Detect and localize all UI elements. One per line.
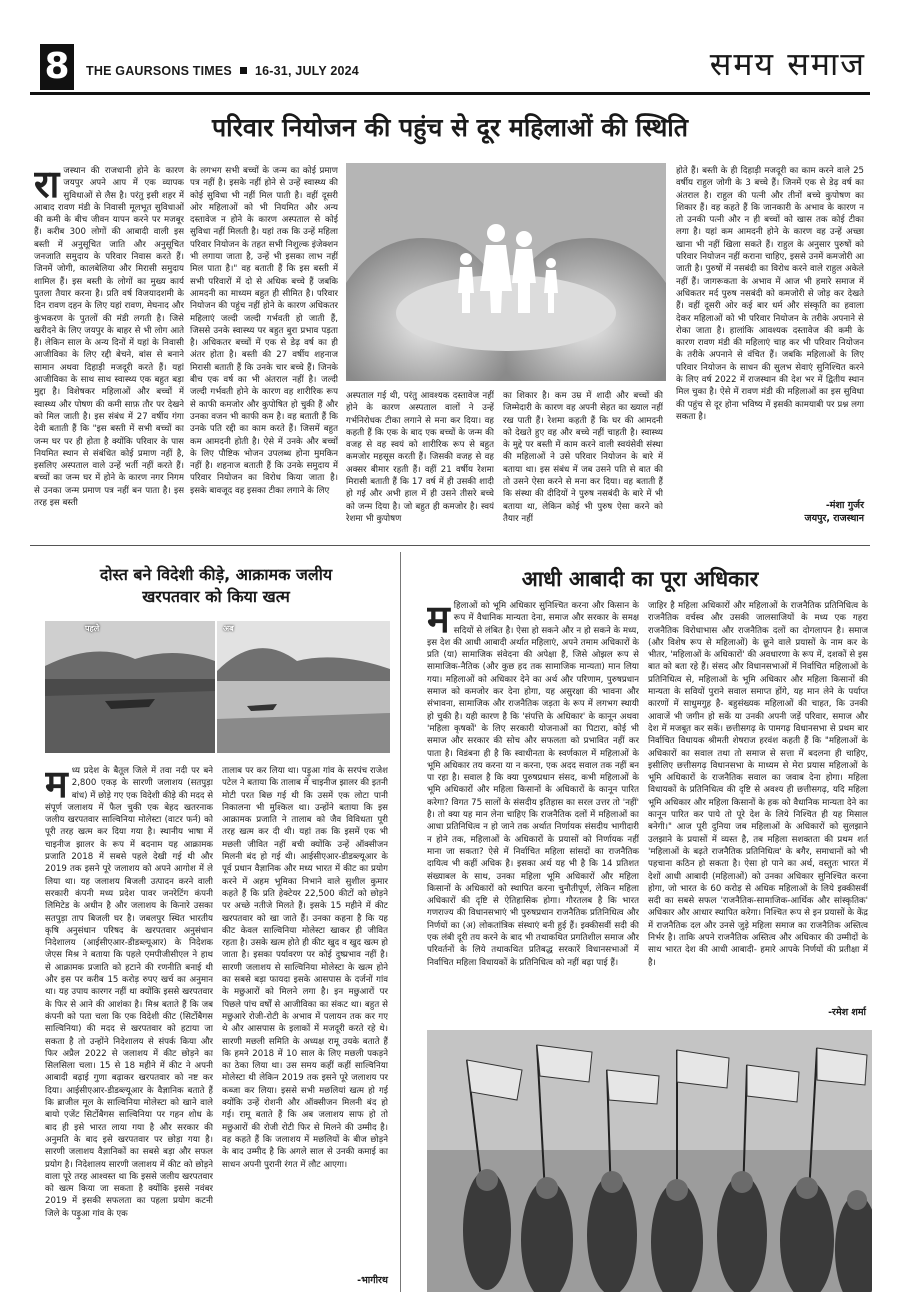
section-title: समय समाज — [709, 45, 866, 83]
story1-author: -मंशा गुर्जर — [825, 500, 864, 511]
story2-column-2 — [222, 765, 388, 1265]
page-number: 8 — [40, 44, 74, 90]
lake-before-image — [45, 621, 215, 753]
story2-text-2: तालाब पर कर लिया था। पड़ुआ गांव के सरपंच राजेश पटेल ने बताया कि तालाब में चाइनीज झालर की इतनी मोटी परत बिछ गई थी कि उसमें एक लोटा पानी निकालना भी मुश्किल था। उन्होंने बताया कि इस आक्रामक प्रजाति ने तालाब को जैव विविधता पूरी तरह खत्म कर दी थी। यहां तक कि इसमें एक भी मछली जीवित नहीं बची क्योंकि उन्हें ऑक्सीजन मिलनी बंद हो गई थी। आईसीएआर-डीडब्ल्यूआर के पूर्व प्रधान वैज्ञानिक और मध्य भारत में कीट का प्रयोग करने में अहम भूमिका निभाने वाले सुशील कुमार कहते हैं कि प्रति हेक्टेयर 22,500 कीटों को छोड़ने पर अच्छे नतीजे मिलते हैं। इसके 15 महीने में कीट खरपतवार को खा जाते हैं। उनका कहना है कि यह कीट केवल साल्विनिया मोलेस्टा खाकर ही जीवित रहता है। उसके खत्म होते ही कीट खुद व खुद खत्म हो जाता है। इसका पर्यावरण पर कोई दुष्प्रभाव नहीं है। सारणी जलाशय से साल्विनिया मोलेस्टा के खत्म होने का सबसे बड़ा फायदा इसके आसपास के दर्जनों गांव के मछुआरों को मिलने लगा है। इन मछुआरों पर पिछले पांच वर्षों से आजीविका का संकट था। बहुत से मछुआरे रोजी-रोटी के अभाव में पलायन तक कर गए थे और आसपास के इलाकों में मजदूरी करते रहे थे। सारणी मछली समिति के अध्यक्ष रामू उयके बताते हैं कि हमने 2018 में 10 साल के लिए मछली पकड़ने का ठेका लिया था। उस समय कहीं कहीं साल्विनिया मोलेस्टा थी लेकिन 2019 तक इसने पूरे जलाशय पर कब्जा कर लिया। इससे सभी मछलियां खत्म हो गई क्योंकि उन्हें रोशनी और ऑक्सीजन मिलनी बंद हो गई। रामू बताते हैं कि अब जलाशय साफ हो तो मछुआरों की रोजी रोटी फिर से मिलने की उम्मीद है। वह कहते हैं कि जलाशय में मछलियों के बीज छोड़ने के बाद उम्मीद है कि अगले साल से उनकी कमाई का साधन अपनी पुरानी रंगत में लौट आएगा। — [222, 766, 388, 1170]
story2-headline-line-1: दोस्त बने विदेशी कीड़े, आक्रामक जलीय — [99, 565, 333, 584]
page-header — [30, 40, 870, 92]
header-rule — [30, 92, 870, 95]
story1-column-2 — [190, 165, 338, 575]
story3-column-2 — [648, 600, 868, 1002]
story3-byline: -रमेश शर्मा — [828, 1007, 866, 1018]
lake-after-image — [217, 621, 390, 753]
story1-text-4: का शिकार है। कम उम्र में शादी और बच्चों की जिम्मेदारी के कारण वह अपनी सेहत का ख्याल नहीं रख पाती हैं। रेशमा कहती हैं कि घर की आमदनी को देखते हुए वह और बच्चे नहीं चाहती है। स्वास्थ्य के मुद्दे पर बस्ती में काम करने वाली स्वयंसेवी संस्था की महिलाओं ने उसे परिवार नियोजन के बारे में बताया था। इस संबंध में जब उसने पति से बात की तो उसने ऐसा करने से मना कर दिया। वह बताती हैं कि संस्था की दीदियों ने पुरुष नसबंदी के बारे में भी बताया था, लेकिन कोई भी पुरुष ऐसा करने को तैयार नहीं — [503, 391, 663, 524]
story1-text-1: जस्थान की राजधानी होने के कारण जयपुर अपने आप में एक व्यापक सुविधाओं से लैस है। परंतु इसी शहर में आबाद रावण मंडी के निवासी मूलभूत सुविधाओं की कमी के बीच जीवन यापन करने पर मजबूर हैं। करीब 300 लोगों की आबादी वाली इस बस्ती में अनुसूचित जाति और अनुसूचित जनजाति समुदाय के परिवार निवास करते हैं। जिनमें जोगी, कालबेलिया और मिरासी समुदाय शामिल हैं। इस बस्ती के लोगों का मुख्य कार्य पुतला तैयार करना है। प्रति वर्ष विजयादशमी के दिन रावण दहन के लिए यहां रावण, मेघनाद और कुंभकरण के पुतलों की मंडी लगती है। जिसे खरीदने के लिए जयपुर के बाहर से भी लोग आते हैं। लेकिन साल के अन्य दिनों में यहां के निवासी आजीविका के लिए रद्दी बेचने, बांस से बनाने सामान अथवा दिहाड़ी मजदूरी करते हैं। यहां आजीविका के साथ साथ स्वास्थ्य एक बहुत बड़ा मुद्दा है। विशेषकर महिलाओं और बच्चों में स्वास्थ्य और पोषण की कमी साफ़ तौर पर देखने को मिल जाती है। इस संबंध में 27 वर्षीय गंगा देवी बताती हैं कि "इस बस्ती में सभी बच्चों का जन्म घर पर ही होता है क्योंकि परिवार के पास नियमित स्थान से संबंधित कोई प्रमाण नहीं है, इसलिए अस्पताल वाले उन्हें भर्ती नहीं करते हैं। बच्चों का जन्म घर में होने के कारण नगर निगम से उनका जन्म प्रमाण पत्र नहीं बन पाता है। इस तरह इस बस्ती — [34, 166, 184, 509]
section-divider — [30, 545, 870, 546]
issue-date: 16-31, JULY 2024 — [254, 64, 359, 78]
rally-flags-image — [427, 1030, 872, 1292]
women-rally-photo — [427, 1030, 872, 1292]
masthead — [86, 64, 359, 78]
story3-text-1: हिलाओं को भूमि अधिकार सुनिश्चित करना और किसान के रूप में वैधानिक मान्यता देना, समाज और सरकार के समक्ष सदियों से लंबित है। ऐसा हो सकने और न हो सकने के मध्य, इस देश की आधी आबादी अर्थात महिलाएं, अपने तमाम अधिकारों के प्रति (या) सामाजिक संवेदना की अपेक्षा हैं, जिसे ओझल रूप से सामाजिक-नैतिक (और कुछ हद तक सामाजिक मान्यता) मान लिया गया। महिलाओं को अधिकार देने का अर्थ और परिणाम, पुरुषप्रधान समाज को कमजोर कर देना होगा, यह असुरक्षा की भावना और संभावना, सामाजिक और राजनैतिक जड़ता के रूप में लगभग स्थायी हो चुकी है। यही कारण है कि 'संपत्ति के अधिकार' के कानून अथवा 'महिला कृषकों' के लिए सरकारी योजनाओं का पिटारा, कोई भी समाज और सरकार की सोच और सफलता को प्रभावित नहीं कर पाता है। विडंबना ही है कि स्वाधीनता के स्वर्णकाल में महिलाओं के भूमि अधिकार तय करना या न करना, एक अदद सवाल तक नहीं बन पा रहा है। सवाल है कि क्या पुरुषप्रधान संसद, कभी महिलाओं के भूमि अधिकारों और महिला किसानों के अधिकारों के कानून पारित करेगा? विगत 75 सालों के संसदीय इतिहास का सरल उत्तर तो 'नहीं' है। तो क्या यह मान लेना चाहिए कि राजनैतिक दलों में महिलाओं का आधा प्रतिनिधित्व न हो जाने तक अर्थात निर्णायक संसदीय भागीदारी न होने तक, महिलाओं के अधिकारों के प्रयासों को निर्णायक नहीं माना जा सकता? ऐसे में निर्वाचित महिला सांसदों का राजनैतिक दायित्व भी कहीं अधिक है। इसका अर्थ यह भी है कि 14 प्रतिशत संख्याबल के साथ, उनका महिला भूमि अधिकारों और महिला किसानों के अधिकारों को स्थापित करना चुनौतीपूर्ण, लेकिन महिला अधिकारों की दृष्टि से ऐतिहासिक होगा। गौरतलब है कि भारत गणराज्य की विधानसभाएं भी पुरुषप्रधान राजनैतिक प्रतिनिधित्व और निर्णयों का (अ) लोकतांत्रिक संस्थाएं बनी हुई हैं। इक्कीसवीं सदी की एक लंबी दूरी तय करने के बाद भी तथाकथित प्रगतिशील समाज और परिवर्तनों के लिये तथाकथित प्रतिबद्ध सरकारें विधानसभाओं में निर्वाचित महिला विधायकों के प्रतिनिधित्व को नहीं बढ़ा पाई हैं। — [427, 601, 639, 968]
column-divider — [400, 552, 401, 1292]
story3-column-1 — [427, 600, 639, 1022]
before-after-photos — [45, 621, 390, 753]
story3-text-2: जाहिर है महिला अधिकारों और महिलाओं के राजनैतिक प्रतिनिधित्व के राजनैतिक वर्चस्व और उसकी जालसाजियों के मध्य एक गहरा राजनैतिक विरोधाभास और राजनैतिक दलों का दोगलापन है। समाज (और विशेष रूप से महिलाओं) के छूने वाले प्रयासों के नाम कर के भीतर, 'महिलाओं के अधिकारों' की अवधारणा के रूप में, दशकों से इस बात को बता रहे हैं। संसद और विधानसभाओं में निर्वाचित महिलाओं के प्रतिनिधित्व से, महिलाओं के भूमि अधिकार और महिला किसानों की मान्यता के सवियों पुराने सवाल समाप्त होंगे, यह मान लेने के पर्याप्त कारणों में साधुमगुह है- बहुसंख्यक महिलाओं की चाहत, कि उनकी आवाजें भी जगीन हो सकें या उनकी अपनी जड़ें परिवार, समाज और देश में मजबूत कर सकें। छत्तीसगढ़ के पामगढ़ विधानसभा से प्रथम बार निर्वाचित विधायक श्रीमती शेषराज हरवंश कहती हैं कि "महिलाओं के अधिकारों का सवाल तथा तो समाज से सत्ता में बदलना ही चाहिए, इसीलिए छत्तीसगढ़ विधानसभा के माध्यम से मेरा प्रयास महिलाओं के भूमि अधिकारों के राजनैतिक सवाल का जवाब देना होगा। महिला विधायकों के प्रतिनिधित्व की दृष्टि से अवश्य ही छत्तीसगढ़, यदि महिला भूमि अधिकार और महिला किसानों के हक को वैधानिक मान्यता देने का कानून पारित कर पाये तो पूरे देश के लिये निश्चित ही यह मिसाल बनेगी।" आज पूरी दुनिया जब महिलाओं के अधिकारों को सुलझाने उलझाने के प्रयासों में व्यस्त है, तब महिला सशक्तता की प्रथम शर्त 'महिलाओं के बढ़ते राजनैतिक प्रतिनिधित्व' के बगैर, समाधानों को भी पहचाना कठिन हो सकता है। ऐसा हो पाने का अर्थ, वस्तुतः भारत में देशों आधी आबादी (महिलाओं) को उनका अधिकार सुनिश्चित करना होगा, जो भारत के 60 करोड़ से अधिक महिलाओं के लिये इक्कीसवीं सदी का सबसे सफल 'राजनैतिक-सामाजिक-आर्थिक और सांस्कृतिक' अधिकार और आधार स्थापित करेगा। निश्चित रूप से इन प्रयासों के केंद्र में राजनैतिक दल और उनसे जुड़े महिला समाज का राजनैतिक अस्तित्व निर्भर है। ताकि अपने राजनैतिक अस्तित्व और अधिकार की उम्मीदों के साथ भारत देश की आधी आबादी- हमारे आपके निर्णयों की प्रतीक्षा में है। — [648, 601, 868, 968]
story3-headline: आधी आबादी का पूरा अधिकार — [521, 567, 759, 591]
story1-location: जयपुर, राजस्थान — [804, 513, 864, 524]
story1-headline: परिवार नियोजन की पहुंच से दूर महिलाओं की स्थिति — [211, 113, 689, 142]
story1-byline — [676, 498, 864, 524]
story2-headline — [40, 564, 392, 608]
newspaper-name: THE GAURSONS TIMES — [86, 64, 232, 78]
story2-text-1: ध्य प्रदेश के बैतूल जिले में तवा नदी पर बने 2,800 एकड़ के सारणी जलाशय (सतपुड़ा बांध) में छोड़े गए एक विदेशी कीड़े की मदद से संपूर्ण जलाशय में फैल चुकी एक बेहद खतरनाक जलीय खरपतवार साल्विनिया मोलेस्टा (वाटर फर्न) को पूरी तरह खत्म कर दिया गया है। स्थानीय भाषा में चाइनीज झालर के रूप में बदनाम यह आक्रामक प्रजाति 2018 में सबसे पहले देखी गई थी और 2019 तक इसने पूरे जलाशय को अपने आगोश में ले लिया था। यह जलाशय बिजली उत्पादन करने वाली सरकारी कंपनी मध्य प्रदेश पावर जनरेटिंग कंपनी लिमिटेड के अधीन है और जलाशय के किनारे उसका सतपुड़ा ताप बिजली घर है। जबलपुर स्थित भारतीय कृषि अनुसंधान परिषद के खरपतवार अनुसंधान निदेशालय (आईसीएआर-डीडब्ल्यूआर) के निदेशक जेएस मिश्र ने बताया कि पहले एमपीजीसीएल ने हाथ से आक्रामक प्रजाति को हटाने की रणनीति बनाई थी और इस पर करीब 15 करोड़ रुपए खर्च का अनुमान था। यह उपाय कारगर नहीं था क्योंकि इससे खरपतवार के फिर से आने की आशंका है। मिश्र बताते हैं कि जब कंपनी को पता चला कि एक विदेशी कीट (सिर्टोबैगस साल्विनिया) की मदद से खरपतवार को हटाया जा सकता है तो उन्होंने निदेशालय से संपर्क किया और फिर अप्रैल 2022 से जलाशय में कीट छोड़ने का सिलसिला चला। 15 से 18 महीने में कीट ने अपनी आबादी बढ़ाई गुणा बढ़ाकर खरपतवार को नष्ट कर दिया। आईसीएआर-डीडब्ल्यूआर के वैज्ञानिक बताते हैं कि ब्राजील मूल के साल्विनिया मोलेस्टा को खाने वाले बायो एजेंट सिर्टोबैगस साल्विनिया पर गहन शोध के बाद ही इसे भारत लाया गया है और सरकार की अनुमति के बाद इसे खरपतवार पर छोड़ा गया है। सारणी जलाशय वैज्ञानिकों का सबसे बड़ा और सफल प्रयोग है। निदेशालय सारणी जलाशय में कीट को छोड़ने वाला पूरे तरह आश्वस्त था कि इससे जलीय खरपतवार को खत्म किया जा सकता है क्योंकि इससे नवंबर 2019 में इसकी सफलता का पहला प्रयोग कटनी जिले के पड़ुआ गांव के एक — [45, 766, 213, 1219]
hands-family-photo — [346, 163, 666, 381]
after-label: अब — [223, 624, 234, 633]
story1-column-3 — [346, 390, 494, 530]
square-bullet-icon — [240, 67, 247, 74]
story2-dropcap: म — [45, 765, 68, 806]
story3-dropcap: म — [427, 600, 450, 641]
story1-text-3: अस्पताल गई थी, परंतु आवश्यक दस्तावेज नहीं होने के कारण अस्पताल वालों ने उन्हें गर्भनिरोधक टीका लगाने से मना कर दिया। वह कहती हैं कि एक के बाद एक बच्चों के जन्म की वजह से वह स्वयं को शारीरिक रूप से बहुत कमजोर महसूस करती हैं। जिसकी वजह से वह अक्सर बीमार रहती हैं। वहीं 21 वर्षीय रेशमा मिरासी बताती हैं कि 17 वर्ष में ही उसकी शादी हो गई और अभी हाल में ही उसने तीसरे बच्चे को जन्म दिया है। जो बहुत ही कमजोर है। स्वयं रेशमा भी कुपोषण — [346, 391, 494, 524]
story2-byline: -भागीरथ — [357, 1275, 388, 1286]
story1-text-2: के लगभग सभी बच्चों के जन्म का कोई प्रमाण पत्र नहीं है। इसके नहीं होने से उन्हें स्वास्थ्य की कोई सुविधा भी नहीं मिल पाती है। वहीं दूसरी ओर महिलाओं को भी नियमित और अन्य दस्तावेज न होने के कारण अस्पताल से कोई सुविधा नहीं मिलती है। यहां तक कि उन्हें महिला परिवार नियोजन के तहत सभी निशुल्क इंजेक्शन भी लगाया जाता है, उन्हें भी इसका लाभ नहीं मिल पाता है।" वह बताती हैं कि इस बस्ती में सभी परिवारों में दो से अधिक बच्चे हैं जबकि आमदनी का माध्यम बहुत ही सीमित है। परिवार नियोजन की पहुंच नहीं होने के कारण अधिकतर महिलाएं जल्दी जल्दी गर्भवती हो जाती हैं, जिससे उनके स्वास्थ्य पर बहुत बुरा प्रभाव पड़ता है। अधिकतर बच्चों में एक से डेढ़ वर्ष का ही अंतर होता है। बस्ती की 27 वर्षीय शहनाज मिरासी बताती हैं कि उनके चार बच्चे हैं। जिनके बीच एक वर्ष का भी अंतराल नहीं है। जल्दी जल्दी गर्भवती होने के कारण वह शारीरिक रूप से काफी कमजोर और कुपोषित हो चुकी हैं और उनका वजन भी काफी कम है। वह बताती हैं कि उनके पति रद्दी का काम करते हैं। जिसमें बहुत कम आमदनी होती है। ऐसे में उनके और बच्चों के लिए पौष्टिक भोजन उपलब्ध होना मुमकिन नहीं है। शहनाज बताती हैं कि उनके समुदाय में परिवार नियोजन का विरोध किया जाता है। इसके बावजूद वह इसका टीका लगाने के लिए — [190, 166, 338, 496]
hands-family-illustration — [346, 163, 666, 381]
story2-headline-line-2: खरपतवार को किया खत्म — [142, 587, 290, 606]
after-photo — [217, 621, 390, 753]
story1-column-1 — [34, 165, 184, 575]
story1-column-4 — [503, 390, 663, 530]
before-photo — [45, 621, 215, 753]
story1-column-5 — [676, 165, 864, 495]
story1-text-5: होते हैं। बस्ती के ही दिहाड़ी मजदूरी का काम करने वाले 25 वर्षीय राहुल जोगी के 3 बच्चे हैं। जिनमें एक से डेढ़ वर्ष का अंतराल है। राहुल की पत्नी और तीनों बच्चे कुपोषण का शिकार हैं। वह कहते हैं कि जानकारी के अभाव के कारण न तो उनकी पत्नी और न ही बच्चों को खास तक कोई टीका लगा है। यहां कम आमदनी होने के कारण वह उन्हें अच्छा खाना भी नहीं खिला सकते हैं। राहुल के अनुसार पुरुषों को परिवार नियोजन नहीं कराना चाहिए, इससे उनमें कमजोरी आ जाती है। पुरुषों में नसबंदी का विरोध करने वाले राहुल अकेले नहीं हैं। जागरूकता के अभाव में आज भी हमारे समाज में अधिकतर मर्द पुरुष नसबंदी को कमजोरी से जोड़ कर देखते हैं। वहीं दूसरी ओर कई बार धर्म और संस्कृति का हवाला देकर महिलाओं को भी परिवार नियोजन के तरीके अपनाने से रोका जाता है। हालांकि आवश्यक दस्तावेज की कमी के कारण रावण मंडी की महिलाएं चाह कर भी परिवार नियोजन के तरीके अपनाने से वंचित हैं। जबकि महिलाओं के लिए परिवार नियोजन के साधन की सुलभ सेवाएं सुनिश्चित करने के लिए वर्ष 2022 में राजस्थान की देश भर में द्वितीय स्थान मिल चुका है। ऐसे में रावण मंडी की महिलाओं का इस सुविधा की पहुंच से दूर होना भविष्य में इसकी कामयाबी पर प्रश्न लगा सकता है। — [676, 166, 864, 422]
story2-column-1 — [45, 765, 213, 1295]
story1-dropcap: रा — [34, 165, 60, 206]
before-label: पहले — [85, 624, 100, 633]
